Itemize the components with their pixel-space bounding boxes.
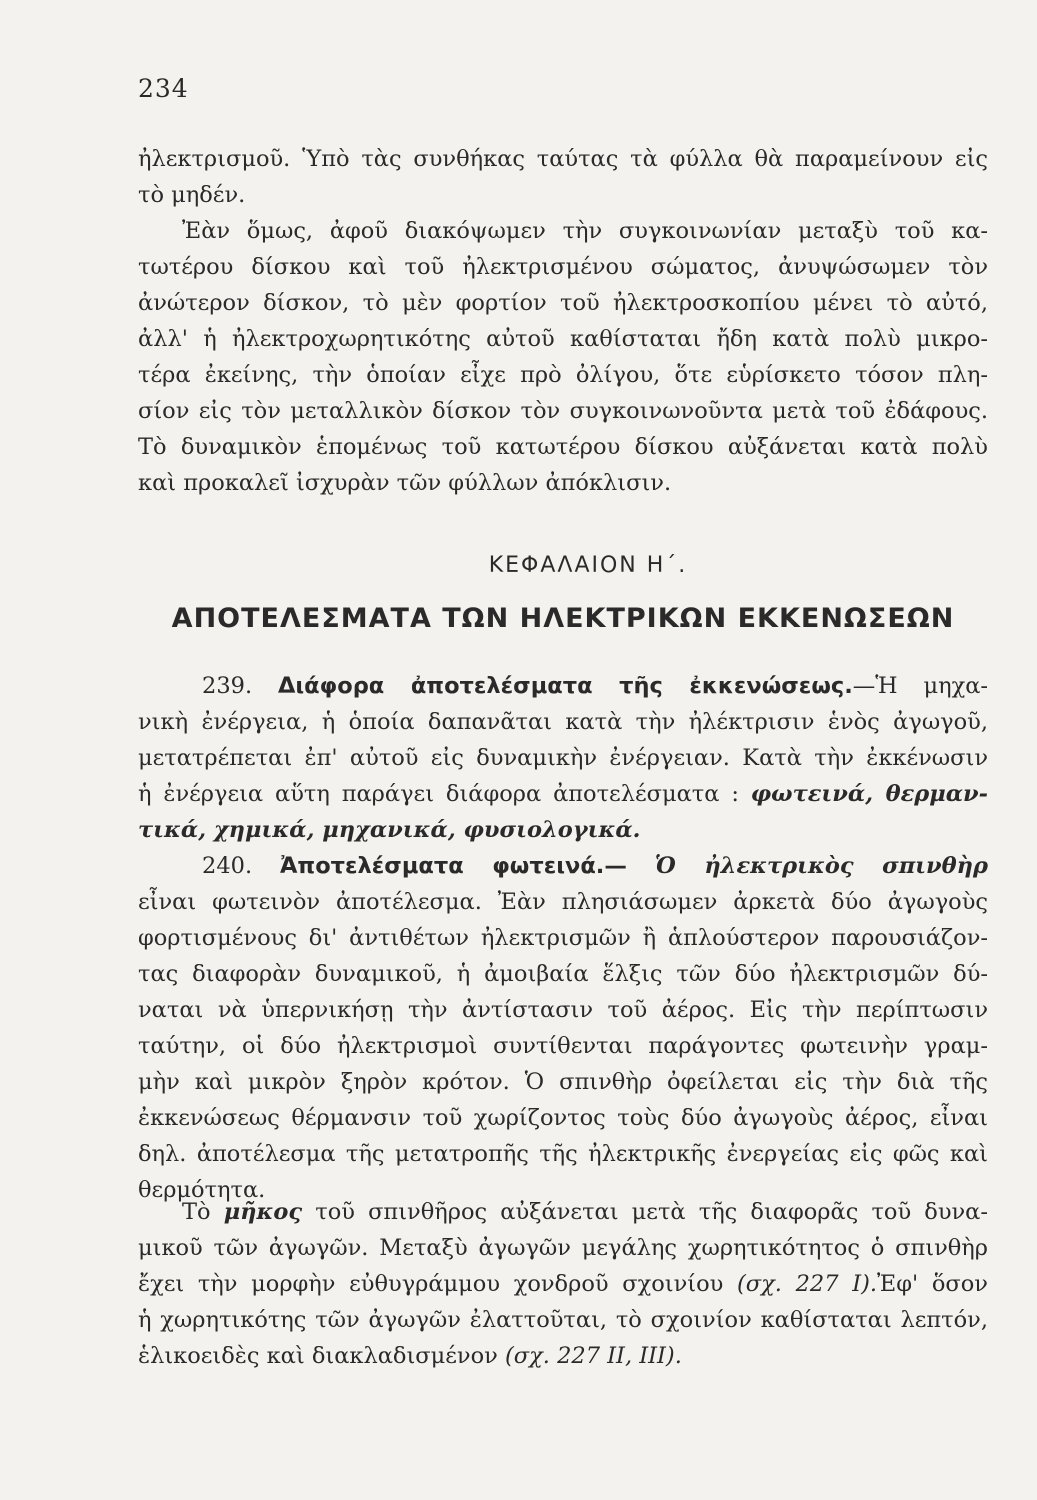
text-line: θερμότητα.: [138, 1177, 266, 1203]
section-number: 239.: [202, 673, 253, 699]
text-line: [138, 1266, 988, 1302]
text-line: μικοῦ τῶν ἀγωγῶν. Μεταξὺ ἀγωγῶν μεγάλης χωρητικότητος ὁ σπινθὴρ: [138, 1235, 988, 1261]
section-number: 240.: [202, 853, 253, 879]
text-line: ἠλεκτρισμοῦ. Ὑπὸ τὰς συνθήκας ταύτας τὰ φύλλα θὰ παραμείνουν εἰς: [138, 146, 988, 172]
text-line: Τὸ δυναμικὸν ἑπομένως τοῦ κατωτέρου δίσκου αὐξάνεται κατὰ πολὺ: [138, 434, 988, 460]
text-line: Ἐὰν ὅμως, ἀφοῦ διακόψωμεν τὴν συγκοινωνίαν μεταξὺ τοῦ κα-: [182, 218, 988, 244]
emphasis: μῆκος: [223, 1199, 303, 1225]
emphasis: φωτεινά, θερμαν-: [750, 781, 988, 807]
text-run: ἔχει τὴν μορφὴν εὐθυγράμμου χονδροῦ σχοινίου: [138, 1271, 737, 1297]
text-line: ἡ χωρητικότης τῶν ἀγωγῶν ἐλαττοῦται, τὸ σχοινίον καθίσταται λεπτόν,: [138, 1307, 988, 1333]
text-line: ναται νὰ ὑπερνικήσῃ τὴν ἀντίστασιν τοῦ ἀέρος. Εἰς τὴν περίπτωσιν: [138, 997, 988, 1023]
text-line: [138, 776, 988, 812]
text-run: τοῦ σπινθῆρος αὐξάνεται μετὰ τῆς διαφορᾶς τοῦ δυνα-: [302, 1199, 988, 1225]
text-line: ἀνώτερον δίσκον, τὸ μὲν φορτίον τοῦ ἠλεκτροσκοπίου μένει τὸ αὐτό,: [138, 290, 988, 316]
emphasis: Ὁ ἠλεκτρικὸς σπινθὴρ: [654, 853, 988, 879]
text-line: εἶναι φωτεινὸν ἀποτέλεσμα. Ἐὰν πλησιάσωμεν ἀρκετὰ δύο ἀγωγοὺς: [138, 889, 988, 915]
chapter-title: ΑΠΟΤΕΛΕΣΜΑΤΑ ΤΩΝ ΗΛΕΚΤΡΙΚΩΝ ΕΚΚΕΝΩΣΕΩΝ: [171, 603, 955, 634]
figure-reference: (σχ. 227 ΙΙ, ΙΙΙ).: [505, 1343, 682, 1369]
text-line: τὸ μηδέν.: [138, 182, 246, 208]
text-line: τας διαφορὰν δυναμικοῦ, ἡ ἀμοιβαία ἕλξις τῶν δύο ἠλεκτρισμῶν δύ-: [138, 961, 988, 987]
text-line: ταύτην, οἱ δύο ἠλεκτρισμοὶ συντίθενται παράγοντες φωτεινὴν γραμ-: [138, 1033, 988, 1059]
section-title: Διάφορα ἀποτελέσματα τῆς ἐκκενώσεως.: [278, 673, 853, 699]
text-run: Ἐφ' ὅσον: [877, 1271, 988, 1297]
text-line: σίον εἰς τὸν μεταλλικὸν δίσκον τὸν συγκοινωνοῦντα μετὰ τοῦ ἐδάφους.: [138, 398, 988, 424]
text-line: [138, 1338, 988, 1374]
text-line: μετατρέπεται ἐπ' αὐτοῦ εἰς δυναμικὴν ἐνέργειαν. Κατὰ τὴν ἐκκένωσιν: [138, 745, 988, 771]
text-line: νικὴ ἐνέργεια, ἡ ὁποία δαπανᾶται κατὰ τὴν ἠλέκτρισιν ἑνὸς ἀγωγοῦ,: [138, 709, 988, 735]
emphasis: τικά, χημικά, μηχανικά, φυσιολογικά.: [138, 817, 641, 843]
section-title: Ἀποτελέσματα φωτεινά.—: [279, 853, 627, 879]
text-run: ἡ ἐνέργεια αὕτη παράγει διάφορα ἀποτελέσματα :: [138, 781, 751, 807]
text-line: ἐκκενώσεως θέρμανσιν τοῦ χωρίζοντος τοὺς δύο ἀγωγοὺς ἀέρος, εἶναι: [138, 1105, 988, 1131]
section-240: [138, 848, 988, 1208]
text-run: —Ἡ μηχα-: [852, 673, 989, 699]
section-239-first-line: [138, 668, 988, 704]
paragraph-2: [138, 213, 988, 501]
text-line: μὴν καὶ μικρὸν ξηρὸν κρότον. Ὁ σπινθὴρ ὀφείλεται εἰς τὴν διὰ τῆς: [138, 1069, 988, 1095]
section-240-first-line: [138, 848, 988, 884]
chapter-label: ΚΕΦΑΛΑΙΟΝ Η΄.: [488, 553, 688, 578]
text-line: [138, 812, 988, 848]
page-number: 234: [138, 74, 189, 103]
text-line: ἀλλ' ἡ ἠλεκτροχωρητικότης αὐτοῦ καθίσταται ἤδη κατὰ πολὺ μικρο-: [138, 326, 988, 352]
paragraph-last: [138, 1194, 988, 1374]
text-line: δηλ. ἀποτέλεσμα τῆς μετατροπῆς τῆς ἠλεκτρικῆς ἐνεργείας εἰς φῶς καὶ: [138, 1141, 988, 1167]
text-line: τωτέρου δίσκου καὶ τοῦ ἠλεκτρισμένου σώματος, ἀνυψώσωμεν τὸν: [138, 254, 988, 280]
text-line: τέρα ἐκείνης, τὴν ὁποίαν εἶχε πρὸ ὀλίγου, ὅτε εὑρίσκετο τόσον πλη-: [138, 362, 988, 388]
paragraph-1: [138, 141, 988, 213]
text-line: [138, 1194, 988, 1230]
text-line: καὶ προκαλεῖ ἰσχυρὰν τῶν φύλλων ἀπόκλισιν.: [138, 470, 672, 496]
text-run: ἑλικοειδὲς καὶ διακλαδισμένον: [138, 1343, 505, 1369]
section-239: [138, 668, 988, 848]
figure-reference: (σχ. 227 Ι).: [737, 1271, 878, 1297]
text-line: φορτισμένους δι' ἀντιθέτων ἠλεκτρισμῶν ἢ ἁπλούστερον παρουσιάζον-: [138, 925, 988, 951]
text-run: Τὸ: [182, 1199, 224, 1225]
